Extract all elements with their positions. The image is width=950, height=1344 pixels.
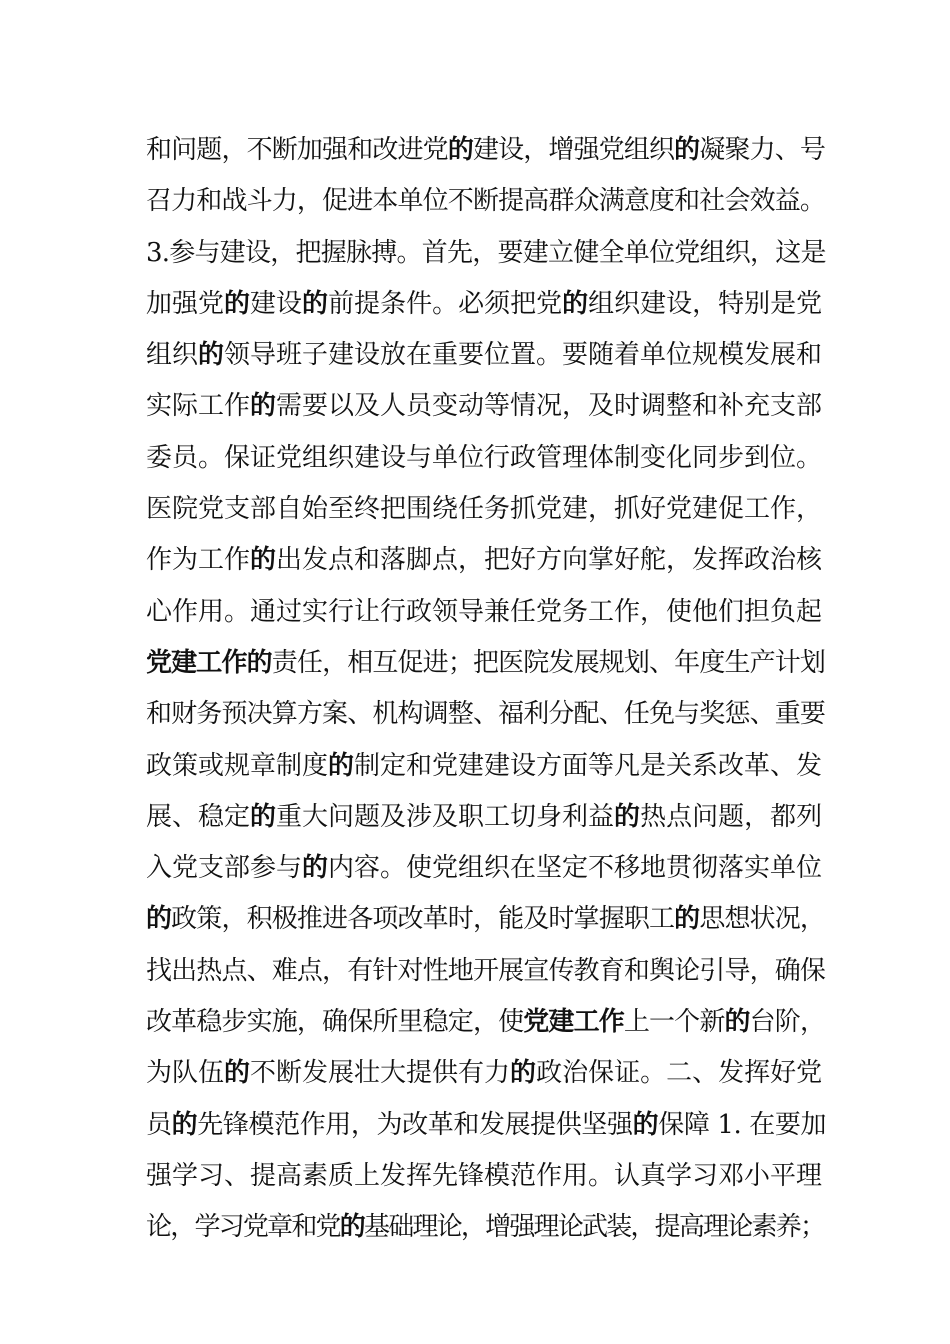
text-line bbox=[146, 330, 826, 381]
text-run: 作为工作 bbox=[146, 545, 251, 576]
text-line bbox=[146, 638, 826, 689]
text-run: 热点问题，都列 bbox=[640, 801, 823, 832]
text-run: 先锋模范作用，为改革和发展提供坚强 bbox=[197, 1109, 633, 1140]
text-run: 思想状况， bbox=[699, 904, 826, 935]
text-run: 找出热点、难点，有针对性地开展宣传教育和舆论引导，确保 bbox=[146, 955, 826, 986]
bold-text-run: 的 bbox=[250, 801, 277, 832]
text-run: 组织建设，特别是党 bbox=[588, 288, 823, 319]
bold-text-run: 的 bbox=[562, 288, 589, 319]
text-run: 出发点和落脚点，把好方向掌好舵，发挥政治核 bbox=[276, 545, 823, 576]
text-run: 医院党支部自始至终把围绕任务抓党建，抓好党建促工作， bbox=[146, 494, 823, 525]
text-line bbox=[146, 946, 826, 997]
text-run: 心作用。通过实行让行政领导兼任党务工作，使他们担负起 bbox=[146, 596, 823, 627]
bold-text-run: 的 bbox=[674, 904, 700, 935]
text-run: 重大问题及涉及职工切身利益 bbox=[276, 801, 615, 832]
text-run: 建设 bbox=[250, 288, 303, 319]
bold-text-run: 的 bbox=[674, 135, 700, 165]
text-run: 论，学习党章和党 bbox=[146, 1212, 340, 1243]
text-line bbox=[146, 741, 826, 792]
bold-text-run: 的 bbox=[146, 904, 172, 935]
text-line bbox=[146, 381, 826, 432]
text-run: 加强党 bbox=[146, 288, 225, 319]
bold-text-run: 的 bbox=[339, 1212, 364, 1243]
bold-text-run: 的 bbox=[302, 853, 329, 884]
text-run: 和财务预决算方案、机构调整、福利分配、任免与奖惩、重要 bbox=[146, 699, 826, 730]
text-run: 组织 bbox=[146, 340, 199, 371]
text-run: 改革稳步实施，确保所里稳定，使 bbox=[146, 1007, 524, 1038]
text-run: 上一个新 bbox=[623, 1007, 725, 1038]
text-run: 和问题，不断加强和改进党 bbox=[146, 135, 448, 165]
bold-text-run: 的 bbox=[224, 288, 251, 319]
text-run: 政策，积极推进各项改革时，能及时掌握职工 bbox=[171, 904, 675, 935]
bold-text-run: 的 bbox=[250, 391, 277, 422]
text-line bbox=[146, 587, 826, 638]
bold-text-run: 党建工作 bbox=[523, 1007, 624, 1038]
text-run: 委员。保证党组织建设与单位行政管理体制变化同步到位。 bbox=[146, 442, 823, 473]
text-line bbox=[146, 1048, 826, 1099]
text-line bbox=[146, 433, 826, 484]
text-line bbox=[146, 792, 826, 843]
text-run: 制定和党建建设方面等凡是关系改革、发 bbox=[354, 750, 823, 781]
bold-text-run: 的 bbox=[302, 288, 329, 319]
text-run: 不断发展壮大提供有力 bbox=[250, 1058, 511, 1089]
text-run: 需要以及人员变动等情况，及时调整和补充支部 bbox=[276, 391, 823, 422]
text-line bbox=[146, 535, 826, 586]
text-line bbox=[146, 689, 826, 740]
text-line bbox=[146, 484, 826, 535]
text-run: 责任，相互促进；把医院发展规划、年度生产计划 bbox=[271, 647, 826, 678]
text-line bbox=[146, 125, 826, 176]
body-text bbox=[146, 125, 826, 1254]
text-run: 政治保证。二、发挥好党 bbox=[536, 1058, 823, 1089]
text-run: 领导班子建设放在重要位置。要随着单位规模发展和 bbox=[224, 340, 823, 371]
text-line bbox=[146, 843, 826, 894]
bold-text-run: 的 bbox=[632, 1109, 659, 1140]
text-run: 召力和战斗力，促进本单位不断提高群众满意度和社会效益。 bbox=[146, 186, 826, 217]
bold-text-run: 的 bbox=[510, 1058, 537, 1089]
bold-text-run: 的 bbox=[447, 135, 473, 165]
text-line bbox=[146, 279, 826, 330]
text-line bbox=[146, 1202, 826, 1253]
text-run: 凝聚力、号 bbox=[699, 135, 826, 165]
bold-text-run: 党建工作的 bbox=[146, 647, 272, 678]
bold-text-run: 的 bbox=[171, 1109, 198, 1140]
bold-text-run: 的 bbox=[224, 1058, 251, 1089]
bold-text-run: 的 bbox=[250, 545, 277, 576]
text-line bbox=[146, 1151, 826, 1202]
bold-text-run: 的 bbox=[198, 340, 225, 371]
text-line bbox=[146, 894, 826, 945]
text-run: 保障 1. 在要加 bbox=[658, 1109, 826, 1140]
bold-text-run: 的 bbox=[328, 750, 355, 781]
text-run: 为队伍 bbox=[146, 1058, 225, 1089]
text-line bbox=[146, 176, 826, 227]
text-run: 强学习、提高素质上发挥先锋模范作用。认真学习邓小平理 bbox=[146, 1160, 823, 1191]
bold-text-run: 的 bbox=[724, 1007, 750, 1038]
text-run: 前提条件。必须把党 bbox=[328, 288, 563, 319]
text-run: 员 bbox=[146, 1109, 172, 1140]
text-run: 实际工作 bbox=[146, 391, 251, 422]
text-line bbox=[146, 1100, 826, 1151]
text-run: 内容。使党组织在坚定不移地贯彻落实单位 bbox=[328, 853, 823, 884]
text-run: 3.参与建设，把握脉搏。首先，要建立健全单位党组织，这是 bbox=[146, 237, 826, 268]
text-line bbox=[146, 228, 826, 279]
text-line bbox=[146, 997, 826, 1048]
text-run: 建设，增强党组织 bbox=[472, 135, 675, 165]
bold-text-run: 的 bbox=[614, 801, 641, 832]
text-run: 展、稳定 bbox=[146, 801, 251, 832]
text-run: 基础理论，增强理论武装，提高理论素养； bbox=[364, 1212, 825, 1243]
text-run: 台阶， bbox=[749, 1007, 826, 1038]
text-run: 政策或规章制度 bbox=[146, 750, 329, 781]
text-run: 入党支部参与 bbox=[146, 853, 303, 884]
